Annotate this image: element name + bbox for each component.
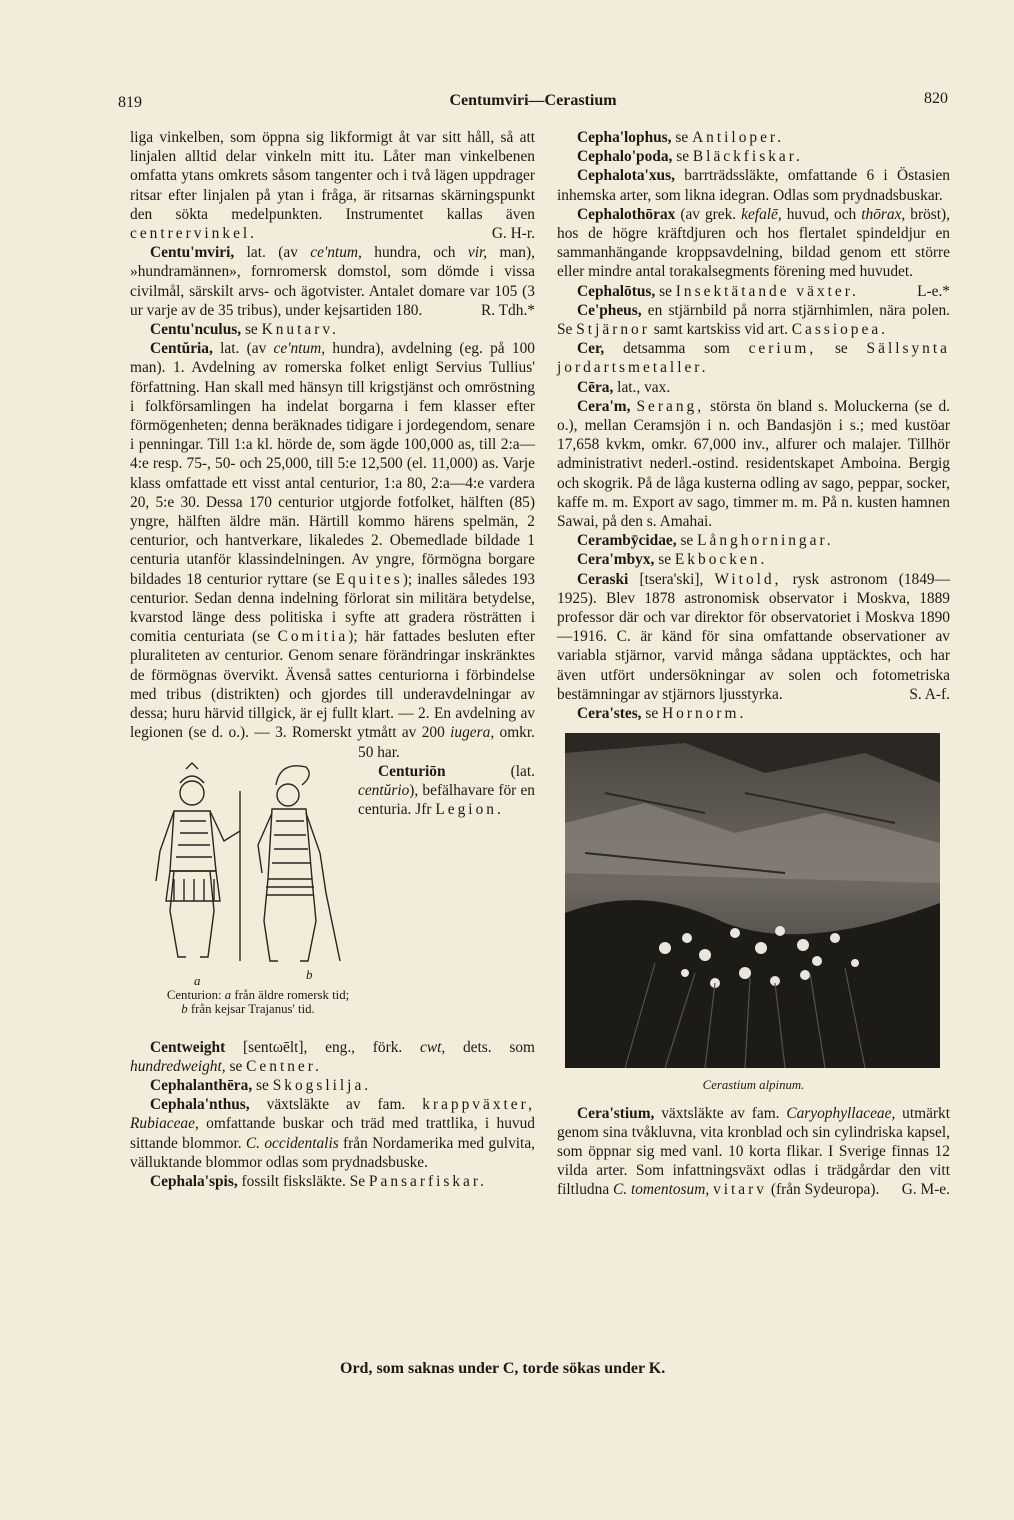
entry-cephalotus: Cephalōtus, se Insektätande växter. [577, 282, 859, 300]
entry-cephalothorax: Cephalothōrax (av grek. kefalē, huvud, och thōrax, bröst), hos de högre kräftdjuren och hos flertalet spindeldjur en sammanhängande kroppsavdelning, bildad genom ett större eller mindre antal torakalsegments förening med huvudet. L-e.* [557, 205, 951, 300]
running-title: Centumviri—Cerastium [449, 92, 617, 109]
entry-centweight: Centweight [sentωēlt], eng., förk. cwt, dets. som hundredweight, se Centner. [130, 1038, 536, 1075]
entry-cera: Cēra, lat., vax. [577, 378, 671, 396]
entry-centuria: Centŭria, lat. (av ce'ntum, hundra), avdelning (eg. på 100 man). 1. Avdelning av romerska folket enligt Servius Tullius' författning. Han skall med hänsyn till krigstjänst och omröstning i folkförsamlingen ha indelat borgarna i fem klasser efter förmögenheten; denna beräknades tidigare i jordegendom, senare i penningar. Till 1:a kl. hörde de, som ägde 100,000 as, till 2:a—4:e resp. 75-, 50- och 25,000, till 5:e 12,500 (el. 11,000) as. Varje klass omfattade ett visst antal centurior, 1:a 80, 2:a—4:e vardera 20, 5:e 30. Dessa 170 centurior utgjorde fotfolket, hälften (85) yngre, hälften äldre män. Härtill kommo härens spelmän, 2 centurior, och hantverkare, likaledes 2. Obemedlade bildade 1 centuria utanför klassindelningen. Av yngre, förmögna borgare bildades 18 centurior ryttare (se Equites); inalles således 193 centurior. Sedan denna indelning förlorat sin militära betydelse, kvarstod länge dess politiska i syfte att gradera rösträtten i comitia centuriata (se Comitia); här fattades besluten efter pluraliteten av centurior. Genom senare förändringar inskränktes de förmögnas övervikt. Ävenså sattes centuriorna i förbindelse med tribus (distrikten) och gjordes till underavdelningar av dessa; huru härvid tillgick, är ej fullt klart. — 2. En avdelning av legionen (se d. o.). — 3. Romerskt ytmått av 200 a b Centurion: a från äldre romersk tid; b från kejsar Trajanus' tid. iugera, omkr. 50 har. [130, 339, 535, 761]
entry-ceraski: Ceraski [tsera'ski], Witold, rysk astronom (1849—1925). Blev 1878 astronomisk observator i Moskva, 1889 professor där och var direktor för observatoriet i Moskva 1890—1916. C. är känd för sina omfattande observationer av variabla stjärnor, varvid många sådana upptäcktes, och har även utfört undersökningar av solen och fotometriska bestämningar av stjärnors ljusstyrka. S. A-f. [557, 570, 950, 703]
entry-cephalanthera: Cephalanthēra, se Skogslilja. [150, 1076, 372, 1094]
figure-caption: Centurion: a från äldre romersk tid; b från kejsar Trajanus' tid. [166, 987, 350, 1016]
figure-label-a: a [194, 972, 201, 988]
centurion-figure [130, 743, 352, 1038]
footer-note: Ord, som saknas under C, torde sökas under K. [340, 1360, 666, 1377]
entry-cephalotaxus: Cephalota'xus, barrträdssläkte, omfattande 6 i Östasien inhemska arter, som likna idegran. Odlas som prydnadsbuskar. [557, 167, 950, 204]
entry-cephalopoda: Cephalo'poda, se Bläckfiskar. [577, 148, 803, 166]
entry-cephalanthus: Cephala'nthus, växtsläkte av fam. krappväxter, Rubiaceae, omfattande buskar och träd med trattlika, i huvud sittande blommor. C. occidentalis från Nordamerika med gulvita, välluktande blommor odlas som prydnadsbuske. [130, 1096, 535, 1171]
entry-cer: Cer, detsamma som cerium, se Sällsynta jordartsmetaller. [557, 340, 950, 377]
cerastium-photo [565, 733, 940, 1068]
entry-cerastes: Cera'stes, se Hornorm. [577, 705, 747, 723]
entry-centurion: Centuriōn (lat. centŭrio), befälhavare för en centuria. Jfr Legion. [358, 762, 535, 819]
figure-label-b: b [306, 966, 313, 982]
entry-cephalophus: Cepha'lophus, se Antiloper. [577, 129, 785, 146]
entry-cephalaspis: Cephala'spis, fossilt fisksläkte. Se Pansarfiskar. [150, 1172, 487, 1190]
entry-cepheus: Ce'pheus, en stjärnbild på norra stjärnhimlen, nära polen. Se Stjärnor samt kartskiss vid art. Cassiopea. [557, 301, 950, 339]
page-header [118, 90, 948, 120]
page-number-left: 819 [118, 94, 142, 111]
photo-caption: Cerastium alpinum. [702, 1078, 805, 1093]
right-column [557, 128, 950, 1200]
cerastium-photo-block [557, 733, 950, 1095]
entry-cerastium: Cera'stium, växtsläkte av fam. Caryophyllaceae, utmärkt genom sina tvåkluvna, vita kronblad och sin cylindriska kapsel, som öppnar sig med vanl. 10 korta flikar. I Sverige finnas 12 vilda arter. Som infattningsväxt odlas i trädgårdar den vitt filtludna C. tomentosum, vitarv (från Sydeuropa). G. M-e. [557, 1104, 950, 1199]
entry-ceram: Cera'm, Serang, största ön bland s. Moluckerna (se d. o.), mellan Ceramsjön i n. och Bandasjön i s.; med kustöar 17,658 kvkm, omkr. 67,000 inv., alfurer och malajer. Tillhör administrativt nederl.-ostind. residentskapet Amboina. Bergig och skogrik. På de låga kusterna odling av sago, peppar, socker, kaffe m. m. Export av sago, timmer m. m. På n. kusten hamnen Sawai, på den s. Amahai. [557, 397, 950, 531]
page-number-right: 820 [924, 90, 948, 107]
entry-cerambycidae: Cerambȳcidae, se Långhorningar. [577, 532, 834, 550]
entry-centumviri: Centu'mviri, lat. (av ce'ntum, hundra, och vir, man), »hundramännen», fornromersk domstol, som dömde i vissa civilmål, särskilt arvs- och ägotvister. Antalet domare var 105 (3 ur varje av de 35 tribus), under kejsartiden 180. R. Tdh.* [130, 244, 535, 319]
entry-cerambyx: Cera'mbyx, se Ekbocken. [577, 551, 768, 569]
entry-centunculus: Centu'nculus, se Knutarv. [150, 321, 339, 339]
left-column [130, 128, 535, 1191]
centurion-illustration [130, 761, 352, 991]
entry-continuation: liga vinkelben, som öppna sig likformigt åt var sitt håll, så att linjalen alltid delar vinkeln mitt itu. Låter man vinkelbenen omfatta ytans omkrets såsom tangenter och i två lägen uppdrager ritsar efter linjalen på ytan i fråga, är ritsarnas skärningspunkt den sökta medelpunkten. Instrumentet kallas även centrervinkel. G. H-r. [130, 129, 535, 243]
